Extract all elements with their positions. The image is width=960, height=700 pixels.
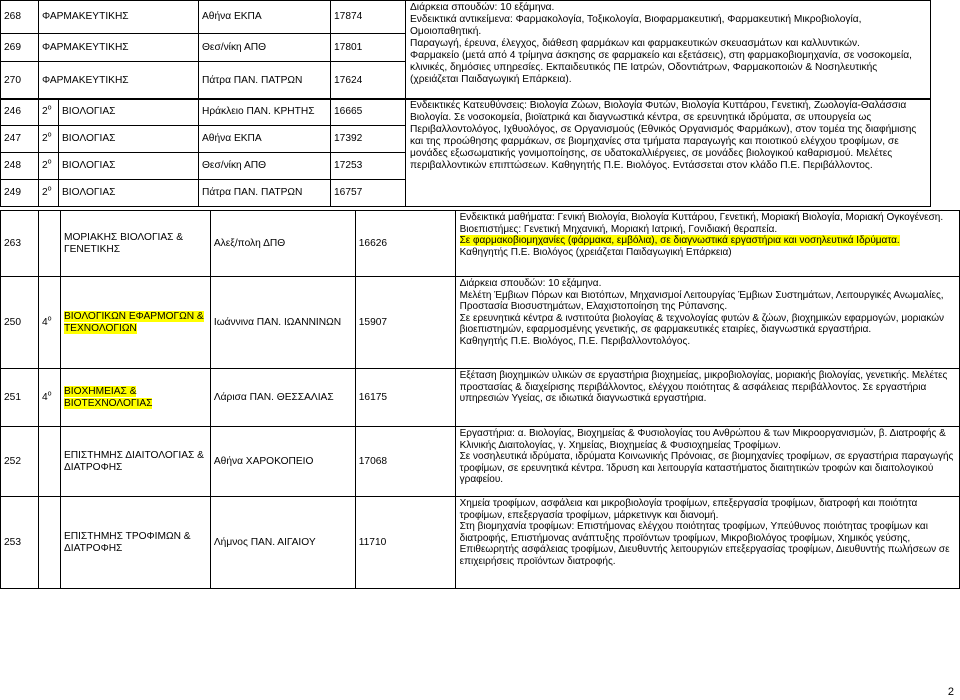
desc-line: Φαρμακείο (μετά από 4 τρίμηνα άσκησης σε φαρμακείο και εξετάσεις), στη φαρμακοβιομηχανία, σε νοσοκομεία, κλινικές, δημόσιες υπηρεσίες. Εκπαιδευτικός ΠΕ Ιατρών, Οδοντιάτρων, Φαρμακοποιών & Νοσηλευτικής (χρειάζεται Παιδαγωγική Επάρκεια). [410,50,912,85]
place-cell: Θεσ/νίκη ΑΠΘ [199,153,331,180]
place-cell: Αλεξ/πολη ΔΠΘ [210,211,355,277]
year-cell: $2^o$ [39,99,59,126]
school-cell: ΕΠΙΣΤΗΜΗΣ ΤΡΟΦΙΜΩΝ & ΔΙΑΤΡΟΦΗΣ [60,497,210,589]
highlighted-school: ΒΙΟΧΗΜΕΙΑΣ & ΒΙΟΤΕΧΝΟΛΟΓΙΑΣ [63,385,153,409]
school-cell: ΦΑΡΜΑΚΕΥΤΙΚΗΣ [39,34,199,62]
department-description [455,211,959,277]
number-cell: 11710 [355,497,455,589]
number-cell: 17624 [331,62,406,100]
desc-line: Μελέτη Έμβιων Πόρων και Βιοτόπων, Μηχανισμοί Λειτουργίας Έμβιων Συστημάτων, Λειτουργικές Ανωμαλίες, Προστασία Βιοσυστημάτων, Ελαχιστοποίηση της Ρύπανσης. [459,289,944,313]
highlighted-text: Σε φαρμακοβιομηχανίες (φάρμακα, εμβόλια), σε διαγνωστικά εργαστήρια και νοσηλευτικά Ιδρύματα. [459,235,900,247]
place-cell: Αθήνα ΕΚΠΑ [199,126,331,153]
number-cell: 17801 [331,34,406,62]
number-cell: 16757 [331,180,406,207]
year-cell: $2^o$ [39,180,59,207]
school-cell: ΕΠΙΣΤΗΜΗΣ ΔΙΑΙΤΟΛΟΓΙΑΣ & ΔΙΑΤΡΟΦΗΣ [60,427,210,497]
school-cell: ΦΑΡΜΑΚΕΥΤΙΚΗΣ [39,62,199,100]
pharmacy-description [406,1,931,100]
desc-line: Στη βιομηχανία τροφίμων: Επιστήμονας ελέγχου ποιότητας τροφίμων, Υπεύθυνος ποιότητας τροφίμων και διατροφής, Επιστήμονας ανάπτυξης προϊόντων τροφίμων, Μικροβιολόγος τροφίμων, Χημικός γεύσης, Επιθεωρητής ασφάλειας τροφίμων, Διευθυντής λειτουργιών επεξεργασίας τροφίμων, Διευθυντής πωλήσεων σε επιχειρήσεις προϊόντων διατροφής. [459,521,950,567]
department-description [455,497,959,589]
number-cell: 17253 [331,153,406,180]
number-cell: 16626 [355,211,455,277]
number-cell: 15907 [355,277,455,369]
desc-line: Διάρκεια σπουδών: 10 εξάμηνα. [410,2,555,13]
code-cell: 270 [1,62,39,100]
school-cell: ΒΙΟΛΟΓΙΑΣ [59,126,199,153]
department-description [455,277,959,369]
biology-table [0,98,931,207]
number-cell: 17392 [331,126,406,153]
number-cell: 17068 [355,427,455,497]
number-cell: 17874 [331,1,406,34]
place-cell: Αθήνα ΕΚΠΑ [199,1,331,34]
school-cell [60,369,210,427]
desc-line: Σε νοσηλευτικά ιδρύματα, ιδρύματα Κοινωνικής Πρόνοιας, σε βιομηχανίες τροφίμων, σε εργαστήρια παραγωγής τροφίμων, σε ερευνητικά κέντρα. Ίδρυση και λειτουργία καταστήματος διαιτητικών τροφών και διαιτολογικού γραφείου. [459,451,954,486]
code-cell: 251 [1,369,39,427]
departments-table [0,210,960,589]
year-cell: $4^o$ [38,369,60,427]
number-cell: 16665 [331,99,406,126]
code-cell: 253 [1,497,39,589]
code-cell: 249 [1,180,39,207]
desc-line: Καθηγητής Π.Ε. Βιολόγος (χρειάζεται Παιδαγωγική Επάρκεια) [459,246,732,258]
pharmacy-table [0,0,931,100]
school-cell: ΒΙΟΛΟΓΙΑΣ [59,180,199,207]
desc-line: Παραγωγή, έρευνα, έλεγχος, διάθεση φαρμάκων και φαρμακευτικών σκευασμάτων και καλλυντικών. [410,38,860,49]
biology-description: Ενδεικτικές Κατευθύνσεις: Βιολογία Ζώων, Βιολογία Φυτών, Βιολογία Κυττάρου, Γενετική, Ζωολογία-Θαλάσσια Βιολογία. Σε νοσοκομεία, βιοϊατρικά και διαγνωστικά κέντρα, σε ερευνητικά ιδρύματα, σε υπουργεία ως Περιβαλλοντολόγος, Ιχθυολόγος, σε Οργανισμούς (Εθνικός Οργανισμός Φαρμάκων), στον τομέα της διαφήμισης και της προώθησης φαρμάκων, σε βιομηχανίες στα τμήματα παραγωγής και ποιοτικού ελέγχου τροφίμων, σε μονάδες εξωσωματικής γονιμοποίησης, σε υδατοκαλλιέργειες, σε μονάδες βιολογικού καθαρισμού. Μελέτες περιβαλλοντικών επιπτώσεων. Καθηγητής Π.Ε. Βιολόγος. Εντάσσεται στον κλάδο Π.Ε. Περιβάλλοντος. [406,99,931,207]
code-cell: 247 [1,126,39,153]
place-cell: Λήμνος ΠΑΝ. ΑΙΓΑΙΟΥ [210,497,355,589]
desc-line: Βιοεπιστήμες: Γενετική Μηχανική, Μοριακή Ιατρική, Γονιδιακή θεραπεία. [459,223,778,235]
year-cell [38,211,60,277]
code-cell: 263 [1,211,39,277]
code-cell: 250 [1,277,39,369]
year-cell: $2^o$ [39,153,59,180]
code-cell: 252 [1,427,39,497]
desc-line: Εργαστήρια: α. Βιολογίας, Βιοχημείας & Φυσιολογίας του Ανθρώπου & των Μικροοργανισμών, β. Διατροφής & Κλινικής Διαιτολογίας, γ. Χημείας, Βιοχημείας & Φυσιοχημείας Τροφίμων. [459,428,946,451]
desc-line [460,235,955,247]
school-cell: ΒΙΟΛΟΓΙΑΣ [59,153,199,180]
place-cell: Πάτρα ΠΑΝ. ΠΑΤΡΩΝ [199,62,331,100]
year-cell: $2^o$ [39,126,59,153]
highlighted-school: ΒΙΟΛΟΓΙΚΩΝ ΕΦΑΡΜΟΓΩΝ & ΤΕΧΝΟΛΟΓΙΩΝ [63,310,204,334]
place-cell: Λάρισα ΠΑΝ. ΘΕΣΣΑΛΙΑΣ [210,369,355,427]
place-cell: Ιωάννινα ΠΑΝ. ΙΩΑΝΝΙΝΩΝ [210,277,355,369]
year-cell: $4^o$ [38,277,60,369]
code-cell: 248 [1,153,39,180]
code-cell: 268 [1,1,39,34]
school-cell [60,277,210,369]
school-cell: ΒΙΟΛΟΓΙΑΣ [59,99,199,126]
number-cell: 16175 [355,369,455,427]
department-description [455,427,959,497]
place-cell: Πάτρα ΠΑΝ. ΠΑΤΡΩΝ [199,180,331,207]
year-cell [38,497,60,589]
place-cell: Θεσ/νίκη ΑΠΘ [199,34,331,62]
school-cell: ΦΑΡΜΑΚΕΥΤΙΚΗΣ [39,1,199,34]
school-cell: ΜΟΡΙΑΚΗΣ ΒΙΟΛΟΓΙΑΣ & ΓΕΝΕΤΙΚΗΣ [60,211,210,277]
desc-line: Χημεία τροφίμων, ασφάλεια και μικροβιολογία τροφίμων, επεξεργασία τροφίμων, διατροφή και ποιότητα τροφίμων, επεξεργασία τροφίμων, μάρκετινγκ και διανομή. [459,498,918,521]
desc-line: Σε ερευνητικά κέντρα & ινστιτούτα βιολογίας & τεχνολογίας φυτών & ζώων, βιοχημικών εφαρμογών, μοριακών βιοεπιστημών, εφαρμοσμένης γενετικής, σε φαρμακευτικές εταιρίες, διαγνωστικά εργαστήρια. [459,312,945,336]
page-number: 2 [947,686,954,698]
desc-line: Ενδεικτικά μαθήματα: Γενική Βιολογία, Βιολογία Κυττάρου, Γενετική, Μοριακή Βιολογία, Μοριακή Ογκογένεση. [459,212,944,223]
place-cell: Ηράκλειο ΠΑΝ. ΚΡΗΤΗΣ [199,99,331,126]
desc-line: Διάρκεια σπουδών: 10 εξάμηνα. [459,278,602,289]
place-cell: Αθήνα ΧΑΡΟΚΟΠΕΙΟ [210,427,355,497]
desc-line: Καθηγητής Π.Ε. Βιολόγος, Π.Ε. Περιβαλλοντολόγος. [459,335,691,347]
department-description: Εξέταση βιοχημικών υλικών σε εργαστήρια βιοχημείας, μικροβιολογίας, μοριακής βιολογίας, γενετικής. Μελέτες προστασίας & διαχείρισης περιβάλλοντος, ελέγχου ποιότητας & ασφάλειας περιβάλλοντος. Σε εργαστήρια υπηρεσιών Υγείας, σε ιδιωτικά διαγνωστικά εργαστήρια. [455,369,959,427]
code-cell: 246 [1,99,39,126]
desc-line: Ενδεικτικά αντικείμενα: Φαρμακολογία, Τοξικολογία, Βιοφαρμακευτική, Φαρμακευτική Μικροβιολογία, Ομοιοπαθητική. [410,14,862,37]
code-cell: 269 [1,34,39,62]
year-cell [38,427,60,497]
